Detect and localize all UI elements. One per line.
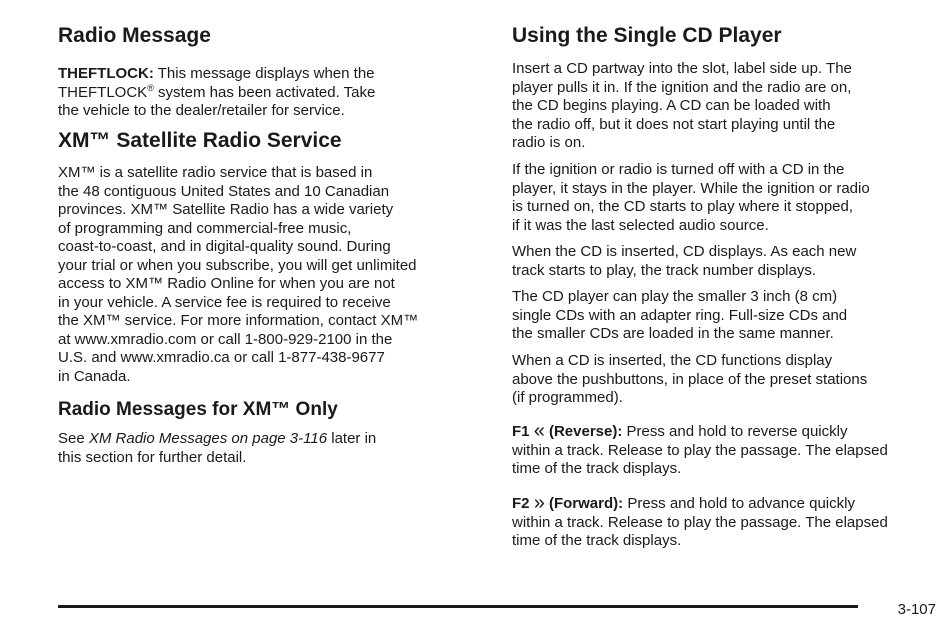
registered-mark: ® — [147, 82, 154, 93]
xm-service-heading: XM™ Satellite Radio Service — [58, 129, 342, 152]
f2-label: (Forward): — [548, 495, 624, 512]
cd-player-heading: Using the Single CD Player — [512, 24, 782, 47]
reverse-icon: « — [533, 420, 545, 442]
cd-paragraph-5: When a CD is inserted, the CD functions display above the pushbuttons, in place of the preset stations (if programmed). — [512, 352, 868, 406]
f1-reverse-paragraph: F1 « (Reverse): Press and hold to reverse quickly within a track. Release to play the passage. The elapsed time of the track displays. — [512, 420, 888, 477]
cd-paragraph-4: The CD player can play the smaller 3 inch (8 cm) single CDs with an adapter ring. Full-size CDs and the smaller CDs are loaded in the same manner. — [512, 288, 848, 342]
f1-label: (Reverse): — [548, 423, 623, 440]
xm-service-paragraph: XM™ is a satellite radio service that is based in the 48 contiguous United States and 10 Canadian provinces. XM™ Satellite Radio has a wide variety of programming and commercial-free music, coast-to-coast, and in digital-quality sound. During your trial or when you subscribe, you will get unlimited access to XM™ Radio Online for when you are not in your vehicle. A service fee is required to receive the XM™ service. For more information, contact XM™ at www.xmradio.com or call 1-800-929-2100 in the U.S. and www.xmradio.ca or call 1-877-438-9677 in Canada. — [58, 164, 419, 385]
theftlock-label: THEFTLOCK: — [58, 65, 154, 82]
cd-paragraph-2: If the ignition or radio is turned off with a CD in the player, it stays in the player. While the ignition or radio is turned on, the CD starts to play where it stopped, if it was the last selected audio source. — [512, 161, 870, 234]
page-number: 3-107 — [897, 601, 936, 618]
footer-rule — [58, 605, 858, 608]
cross-reference-link[interactable]: XM Radio Messages on page 3-116 — [88, 430, 328, 447]
forward-icon: » — [533, 492, 545, 514]
xm-only-heading: Radio Messages for XM™ Only — [58, 399, 338, 420]
f2-key: F2 — [512, 495, 530, 512]
xm-only-paragraph: See XM Radio Messages on page 3-116 later in this section for further detail. — [58, 430, 377, 466]
cd-paragraph-1: Insert a CD partway into the slot, label side up. The player pulls it in. If the ignition and the radio are on, the CD begins playing. A CD can be loaded with the radio off, but it does not start playing until the radio is on. — [512, 60, 852, 151]
cd-paragraph-3: When the CD is inserted, CD displays. As each new track starts to play, the track number displays. — [512, 243, 857, 279]
radio-message-heading: Radio Message — [58, 24, 211, 47]
theftlock-paragraph: THEFTLOCK: This message displays when the THEFTLOCK® system has been activated. Take the vehicle to the dealer/retailer for service. — [58, 65, 376, 119]
f1-key: F1 — [512, 423, 530, 440]
f2-forward-paragraph: F2 » (Forward): Press and hold to advance quickly within a track. Release to play the passage. The elapsed time of the track displays. — [512, 492, 888, 549]
